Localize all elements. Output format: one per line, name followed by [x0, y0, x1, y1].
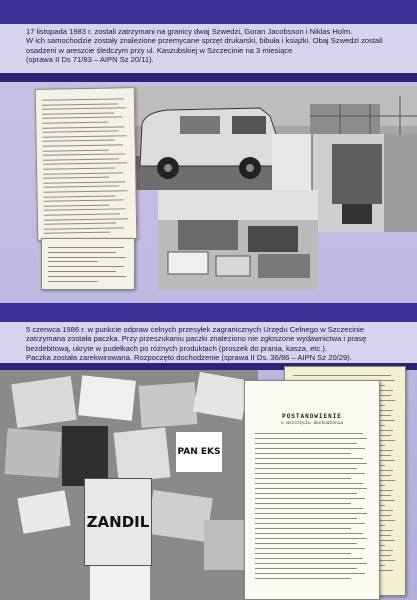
typed-line [255, 553, 351, 554]
typed-line [255, 533, 363, 534]
typed-line [293, 375, 391, 376]
typed-line [43, 140, 115, 142]
typed-line [255, 473, 365, 474]
pan-eks-label: PAN EKS [177, 446, 221, 457]
typed-line [255, 503, 351, 504]
typed-line [255, 543, 357, 544]
typed-line [255, 438, 367, 439]
typed-line [255, 518, 357, 519]
caption-1986-line-2: zatrzymana została paczka. Przy przeszukaniu paczki znaleziono nie zgłoszone wydawnictwa i prasę [26, 334, 367, 344]
typed-line [255, 573, 365, 574]
typed-line [48, 247, 124, 248]
typed-line [42, 131, 118, 133]
typed-line [48, 266, 124, 267]
typed-line [43, 167, 115, 169]
middle-band [0, 303, 417, 322]
typed-line [255, 493, 357, 494]
arrest-report-document [35, 87, 138, 241]
typed-line [42, 103, 118, 105]
typed-line [44, 232, 110, 234]
typed-line [42, 126, 124, 128]
typed-line [255, 513, 367, 514]
typed-line [44, 213, 120, 215]
typed-line [255, 528, 351, 529]
caption-1986-line-3: bezdebitową, ukryte w pudełkach po różnych produktach (proszek do prania, kasza, etc.). [26, 343, 327, 353]
caption-1986 [0, 322, 417, 363]
typed-line [255, 478, 351, 479]
seized-publications-photo [0, 370, 258, 600]
typed-line [255, 548, 365, 549]
typed-line [255, 453, 351, 454]
typed-line [255, 523, 365, 524]
typed-line [255, 468, 357, 469]
decree-subtitle: o wszczęciu dochodzenia [280, 421, 344, 426]
typed-line [42, 98, 124, 100]
caption-1983-line-2: W ich samochodzie zostały znalezione przemycane sprzęt drukarski, bibuła i książki. Obaj Szwedzi zostali [26, 36, 383, 46]
typed-line [255, 558, 363, 559]
typed-line [44, 223, 116, 225]
caption-1986-line-1: 5 czerwca 1986 r. w punkcie odpraw celnych przesyłek zagranicznych Urzędu Celnego w Szczecinie [26, 325, 365, 334]
caption-1983-line-1: 17 listopada 1983 r. zostali zatrzymani na granicy dwaj Szwedzi, Goran Jacobsson i Niklas Holm. [26, 27, 353, 36]
typed-line [255, 498, 365, 499]
typed-line [48, 271, 116, 272]
typed-line [43, 190, 127, 192]
typed-line [43, 177, 109, 179]
top-band [0, 0, 417, 24]
typed-line [44, 209, 126, 211]
typed-line [48, 257, 126, 258]
typed-line [255, 463, 367, 464]
band-under-caption-1983 [0, 73, 417, 82]
typed-line [42, 117, 122, 119]
typed-line [42, 107, 126, 109]
typed-line [48, 261, 98, 262]
typed-line [48, 276, 126, 277]
caption-1983-line-3: osadzeni w areszcie śledczym przy ul. Kaszubskiej w Szczecinie na 3 miesiące [26, 45, 293, 55]
typed-line [255, 458, 363, 459]
pan-eks-box [176, 432, 222, 472]
decree-document [244, 380, 380, 600]
typed-line [43, 149, 109, 151]
typed-line [44, 200, 124, 202]
typed-line [42, 122, 108, 124]
typed-line [48, 252, 116, 253]
typed-line [42, 112, 114, 114]
typed-line [44, 218, 128, 220]
tandil-detergent-box [84, 478, 152, 566]
caption-1983-line-4: (sprawa II Ds 71/83 – AIPN Sz 20/11). [26, 55, 154, 65]
typed-line [43, 135, 127, 137]
typed-line [44, 204, 110, 206]
typed-line [255, 508, 363, 509]
typed-line [255, 488, 367, 489]
typed-line [43, 186, 119, 188]
decree-title: POSTANOWIENIE [282, 413, 342, 420]
typed-line [255, 538, 367, 539]
typed-line [255, 568, 357, 569]
protocol-note-document [41, 238, 135, 290]
typed-line [255, 443, 357, 444]
typed-line [48, 281, 98, 282]
typed-line [255, 433, 363, 434]
typed-line [255, 448, 365, 449]
typed-line [44, 227, 124, 229]
typed-line [43, 163, 127, 165]
caption-1986-line-4: Paczka została zarekwirowana. Rozpoczęto dochodzenie (sprawa II Ds. 36/86 – AIPN Sz 20/29). [26, 353, 352, 363]
typed-line [43, 158, 119, 160]
typed-line [255, 578, 351, 579]
confiscated-equipment-photo [158, 190, 318, 290]
caption-1983 [0, 24, 417, 73]
typed-line [43, 144, 123, 146]
tandil-label: ZANDIL [86, 513, 150, 531]
typed-line [43, 181, 125, 183]
typed-line [43, 172, 123, 174]
typed-line [44, 195, 116, 197]
typed-line [255, 483, 363, 484]
typed-line [43, 154, 125, 156]
typed-line [255, 563, 367, 564]
